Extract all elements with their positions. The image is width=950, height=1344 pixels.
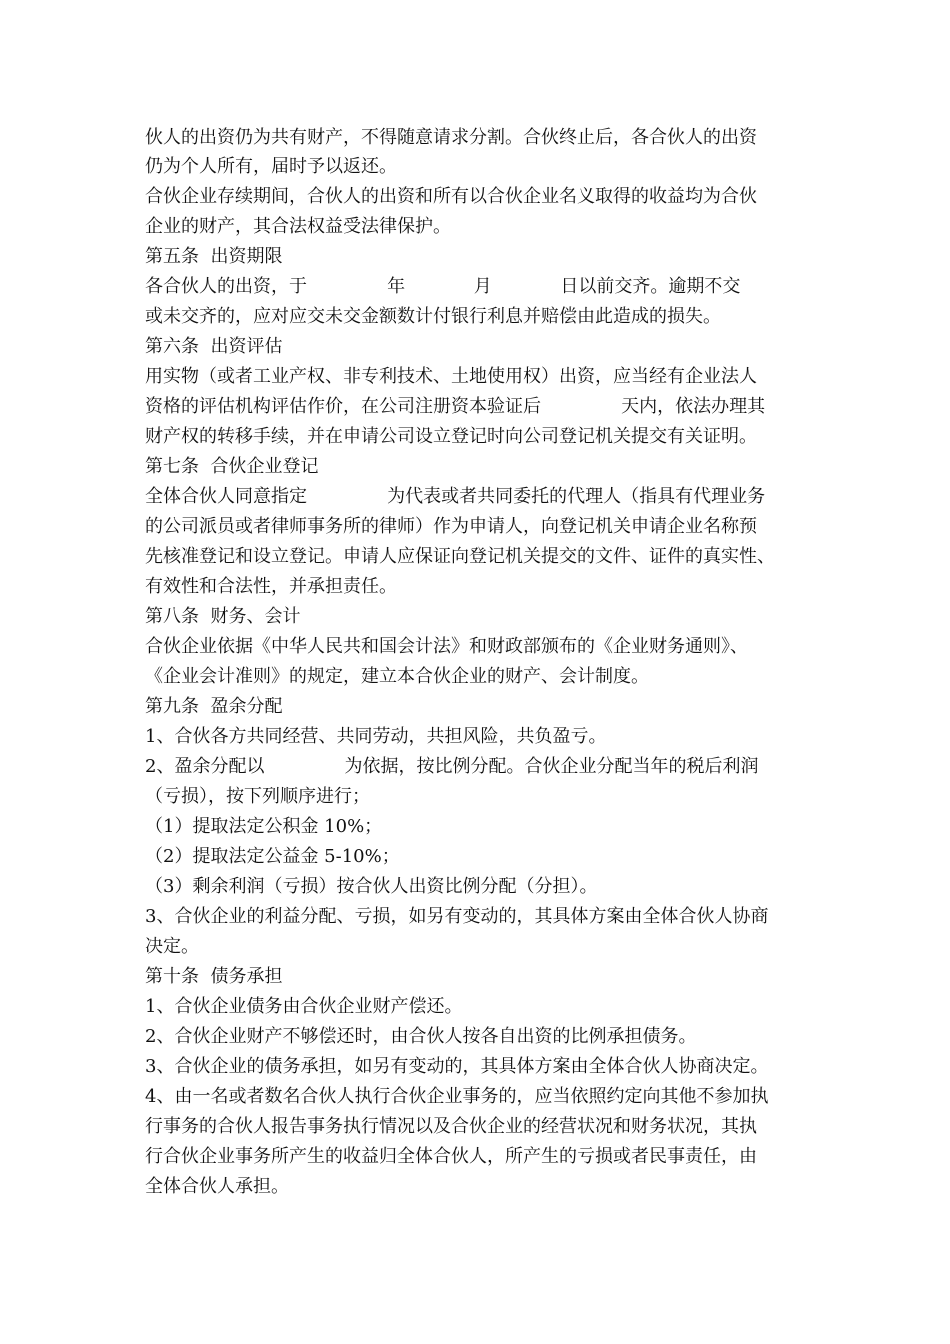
- list-item: （1）提取法定公积金 10%；: [145, 816, 383, 837]
- text-line: 先核准登记和设立登记。申请人应保证向登记机关提交的文件、证件的真实性、: [145, 546, 775, 567]
- text-line: 的公司派员或者律师事务所的律师）作为申请人，向登记机关申请企业名称预: [145, 516, 757, 537]
- text-line: 决定。: [145, 936, 199, 957]
- text-line: 行合伙企业事务所产生的收益归全体合伙人，所产生的亏损或者民事责任，由: [145, 1146, 757, 1167]
- list-item: 1、合伙企业债务由合伙企业财产偿还。: [145, 996, 463, 1017]
- list-item: 2、合伙企业财产不够偿还时，由合伙人按各自出资的比例承担债务。: [145, 1026, 697, 1047]
- text-line: 全体合伙人承担。: [145, 1176, 289, 1197]
- section-heading: 第七条 合伙企业登记: [145, 456, 319, 477]
- section-heading: 第六条 出资评估: [145, 336, 283, 357]
- text-line: 或未交齐的，应对应交未交金额数计付银行利息并赔偿由此造成的损失。: [145, 306, 721, 327]
- text-line: 财产权的转移手续，并在申请公司设立登记时向公司登记机关提交有关证明。: [145, 426, 757, 447]
- section-heading: 第十条 债务承担: [145, 966, 283, 987]
- list-item: 2、盈余分配以 为依据，按比例分配。合伙企业分配当年的税后利润: [145, 756, 759, 777]
- text-line: 企业的财产，其合法权益受法律保护。: [145, 216, 451, 237]
- document-body: [145, 124, 825, 1202]
- text-line: 资格的评估机构评估作价，在公司注册资本验证后 天内，依法办理其: [145, 396, 766, 417]
- list-item: 4、由一名或者数名合伙人执行合伙企业事务的，应当依照约定向其他不参加执: [145, 1086, 769, 1107]
- text-line: 全体合伙人同意指定 为代表或者共同委托的代理人（指具有代理业务: [145, 486, 766, 507]
- text-line: 合伙企业依据《中华人民共和国会计法》和财政部颁布的《企业财务通则》、: [145, 636, 748, 657]
- text-line: 有效性和合法性，并承担责任。: [145, 576, 397, 597]
- section-heading: 第八条 财务、会计: [145, 606, 301, 627]
- list-item: 1、合伙各方共同经营、共同劳动，共担风险，共负盈亏。: [145, 726, 607, 747]
- text-line: 伙人的出资仍为共有财产，不得随意请求分割。合伙终止后，各合伙人的出资: [145, 127, 757, 148]
- section-heading: 第九条 盈余分配: [145, 696, 283, 717]
- text-line: 用实物（或者工业产权、非专利技术、土地使用权）出资，应当经有企业法人: [145, 366, 757, 387]
- text-line: 各合伙人的出资，于 年 月 日以前交齐。逾期不交: [145, 276, 741, 297]
- list-item: 3、合伙企业的利益分配、亏损，如另有变动的，其具体方案由全体合伙人协商: [145, 906, 769, 927]
- text-line: 仍为个人所有，届时予以返还。: [145, 156, 397, 177]
- section-heading: 第五条 出资期限: [145, 246, 283, 267]
- text-line: 行事务的合伙人报告事务执行情况以及合伙企业的经营状况和财务状况，其执: [145, 1116, 757, 1137]
- text-line: （亏损），按下列顺序进行；: [145, 786, 370, 807]
- list-item: 3、合伙企业的债务承担，如另有变动的，其具体方案由全体合伙人协商决定。: [145, 1056, 769, 1077]
- text-line: 合伙企业存续期间，合伙人的出资和所有以合伙企业名义取得的收益均为合伙: [145, 186, 757, 207]
- list-item: （3）剩余利润（亏损）按合伙人出资比例分配（分担）。: [145, 876, 598, 897]
- list-item: （2）提取法定公益金 5-10%；: [145, 846, 400, 867]
- text-line: 《企业会计准则》的规定，建立本合伙企业的财产、会计制度。: [145, 666, 649, 687]
